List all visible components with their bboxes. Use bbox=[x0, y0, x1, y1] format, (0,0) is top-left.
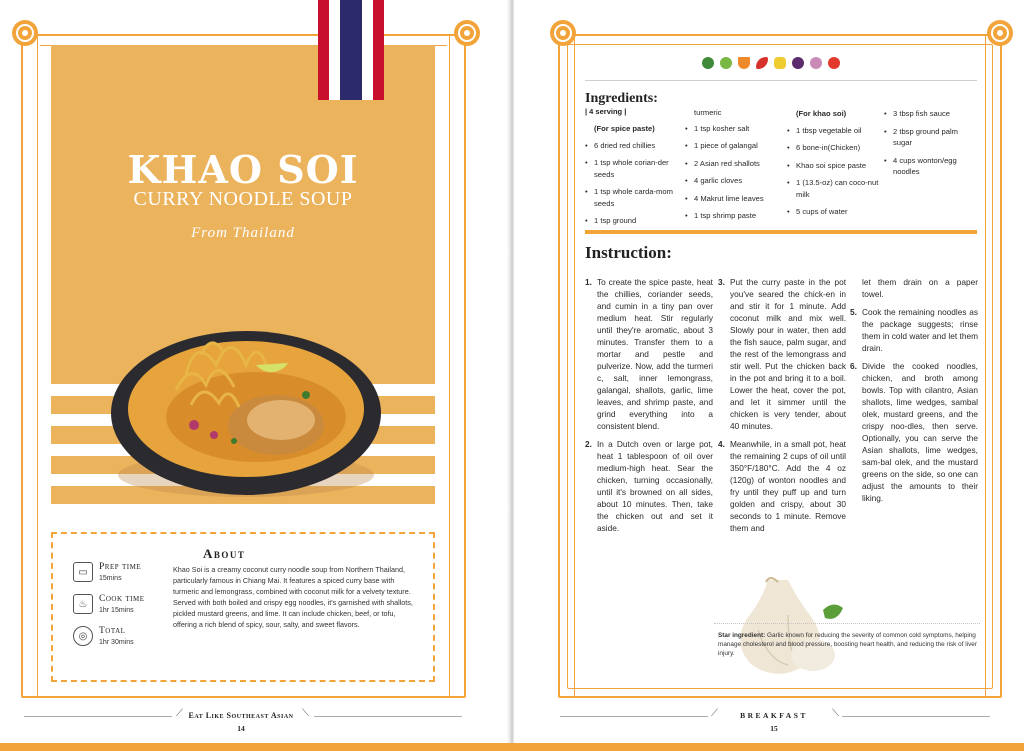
hero-panel bbox=[51, 45, 435, 523]
stove-pot-icon: ♨ bbox=[73, 594, 93, 614]
chili-icon bbox=[756, 57, 768, 69]
recipe-subtitle: CURRY NOODLE SOUP bbox=[133, 188, 353, 210]
step-number: 6. bbox=[850, 361, 857, 371]
instruction-step bbox=[718, 276, 846, 432]
bottom-color-band bbox=[0, 743, 1024, 751]
step-number: 1. bbox=[585, 277, 592, 287]
right-page bbox=[514, 0, 1024, 751]
step-text: Meanwhile, in a small pot, heat the remaining 2 cups of oil until 350°F/180°C. Add the 4 oz (120g) of wonton noodles and fry until they puff up and turn golden and crispy, about 30 seconds to 1 minute. Remove them and bbox=[730, 439, 846, 533]
ingredient-column-1 bbox=[585, 123, 683, 233]
step-number: 4. bbox=[718, 439, 725, 449]
corner-medallion-icon bbox=[12, 20, 38, 46]
star-ingredient-label: Star ingredient: bbox=[718, 632, 766, 639]
total-time-value: 1hr 30mins bbox=[99, 639, 134, 646]
instruction-heading: Instruction: bbox=[585, 243, 672, 262]
list-item: • 2 Asian red shallots bbox=[685, 158, 785, 170]
footer-section-title: BREAKFAST bbox=[740, 711, 808, 720]
total-time bbox=[73, 626, 173, 656]
cook-time bbox=[73, 594, 173, 624]
list-item: • 1 piece of galangal bbox=[685, 140, 785, 152]
total-time-label: Total bbox=[99, 626, 126, 636]
list-item: • 1 tsp shrimp paste bbox=[685, 210, 785, 222]
khao-soi-subheading: (For khao soi) bbox=[796, 109, 847, 118]
carrot-icon bbox=[738, 57, 750, 69]
instruction-step bbox=[718, 438, 846, 534]
plate-cutlery-icon: ◎ bbox=[73, 626, 93, 646]
garlic-image bbox=[728, 570, 848, 680]
about-heading: About bbox=[203, 546, 246, 561]
ingredient-column-3 bbox=[787, 108, 883, 224]
spice-paste-subheading: (For spice paste) bbox=[594, 124, 655, 133]
instruction-step bbox=[850, 360, 978, 504]
list-item: • 1 (13.5-oz) can coco-nut milk bbox=[787, 177, 883, 200]
corn-icon bbox=[774, 57, 786, 69]
list-item: • 2 tbsp ground palm sugar bbox=[884, 126, 976, 149]
serving-count: | 4 serving | bbox=[585, 107, 627, 116]
fork-icon: ⟍ bbox=[832, 708, 839, 719]
list-item: • 4 Makrut lime leaves bbox=[685, 193, 785, 205]
list-item: • 1 tsp whole corian-der seeds bbox=[585, 157, 683, 180]
step-text: Cook the remaining noodles as the package suggests; rinse them in cold water and let them drain. bbox=[862, 307, 978, 353]
about-text: Khao Soi is a creamy coconut curry noodle soup from Northern Thailand, particularly famous in Chiang Mai. It features a spiced curry base with turmeric and lemongrass, combined with coconut milk for a velvety texture. Served with both boiled and crispy egg noodles, it's garnished with shallots, pickled mustard greens, and lime. It can include chicken, beef, or tofu, offering a rich blend of spicy, sour, salty, and sweet flavors. bbox=[173, 565, 413, 629]
instruction-step bbox=[585, 438, 713, 534]
about-box bbox=[51, 532, 435, 682]
step-text: To create the spice paste, heat the chillies, coriander seeds, and cumin in a tiny pan over medium heat. Stir regularly until they're aromatic, about 3 minutes. Transfer them to a mortar and pestle and pulverize. Now, add the turmeri c, salt, inner lemongrass, galangal, shallots, garlic, lime leaves, and shrimp paste, and grind everything into a consistent blend. bbox=[597, 277, 713, 431]
instruction-column-3 bbox=[850, 276, 978, 510]
instruction-column-1 bbox=[585, 276, 713, 540]
list-item: • 4 cups wonton/egg noodles bbox=[884, 155, 976, 178]
section-divider bbox=[585, 230, 977, 234]
vegetable-icon-row bbox=[702, 57, 840, 69]
step-text: Put the curry paste in the pot you've seared the chick-en in and stir it for 1 minute. Add coconut milk and mix well. Slowly pour in water, then add the fish sauce, palm sugar, and the rest of the lemongrass and stir well. Put the chicken back in the pot and bring it to a boil. Lower the heat, cover the pot, and let it simmer until the chicken is very tender, about 40 minutes. bbox=[730, 277, 846, 431]
star-ingredient-text: Garlic known for reducing the severity of common cold symptoms, helping manage cholesterol and blood pressure, boosting heart health, and reducing the risk of liver injury. bbox=[718, 632, 977, 657]
corner-medallion-icon bbox=[987, 20, 1013, 46]
footer-rule bbox=[842, 716, 990, 717]
list-item: • 1 tbsp vegetable oil bbox=[787, 125, 883, 137]
list-item: • 5 cups of water bbox=[787, 206, 883, 218]
instruction-step bbox=[585, 276, 713, 432]
spoon-icon: ⟋ bbox=[176, 708, 183, 719]
knife-board-icon: ▭ bbox=[73, 562, 93, 582]
lettuce-icon bbox=[720, 57, 732, 69]
step-number: 2. bbox=[585, 439, 592, 449]
list-item: • 1 tsp whole carda-mom seeds bbox=[585, 186, 683, 209]
list-item: • 6 dried red chillies bbox=[585, 140, 683, 152]
spoon-icon: ⟋ bbox=[711, 708, 718, 719]
ingredient-column-2 bbox=[685, 107, 785, 228]
stripe bbox=[51, 504, 435, 523]
step-number: 3. bbox=[718, 277, 725, 287]
list-item: • 1 tsp ground bbox=[585, 215, 683, 227]
star-ingredient-note bbox=[718, 631, 980, 658]
star-ingredient-rule bbox=[714, 623, 980, 624]
cook-time-label: Cook time bbox=[99, 594, 145, 604]
list-item: • Khao soi spice paste bbox=[787, 160, 883, 172]
list-item: • 3 tbsp fish sauce bbox=[884, 108, 976, 120]
prep-time-label: Prep time bbox=[99, 562, 142, 572]
prep-time bbox=[73, 562, 173, 592]
instruction-column-2 bbox=[718, 276, 846, 540]
list-item-continued: turmeric bbox=[694, 108, 722, 117]
header-rule bbox=[585, 80, 977, 81]
step-text: In a Dutch oven or large pot, heat 1 tablespoon of oil over medium-high heat. Sear the chicken, turning occasionally, until it's browned on all sides, about 10 minutes. Then, take the chicken out and set it aside. bbox=[597, 439, 713, 533]
step-text-continued: let them drain on a paper towel. bbox=[862, 277, 978, 299]
step-number: 5. bbox=[850, 307, 857, 317]
thai-flag-icon bbox=[318, 0, 384, 100]
left-page bbox=[0, 0, 510, 751]
footer-rule bbox=[314, 716, 462, 717]
tomato-icon bbox=[828, 57, 840, 69]
khao-soi-bowl-image bbox=[106, 295, 386, 505]
cook-time-value: 1hr 15mins bbox=[99, 607, 134, 614]
footer-rule bbox=[24, 716, 172, 717]
list-item: • 6 bone-in(Chicken) bbox=[787, 142, 883, 154]
corner-medallion-icon bbox=[550, 20, 576, 46]
footer-rule bbox=[560, 716, 708, 717]
prep-time-value: 15mins bbox=[99, 575, 122, 582]
step-text: Divide the cooked noodles, chicken, and broth among bowls. Top with cilantro, Asian shallots, lime wedges, sambal olek, mustard greens, and the crispy noo-dles, then serve. Optionally, you can serve the Asian shallots, lime wedges, sam-bal olek, and the mustard greens on the side, so one can adjust the amounts to their liking. bbox=[862, 361, 978, 503]
onion-icon bbox=[810, 57, 822, 69]
recipe-title: KHAO SOI bbox=[127, 147, 359, 192]
ingredient-column-4 bbox=[884, 108, 976, 184]
page-number: 15 bbox=[770, 724, 778, 733]
eggplant-icon bbox=[792, 57, 804, 69]
list-item: • 4 garlic cloves bbox=[685, 175, 785, 187]
page-number: 14 bbox=[237, 724, 245, 733]
recipe-origin: From Thailand bbox=[191, 225, 295, 241]
corner-medallion-icon bbox=[454, 20, 480, 46]
fork-icon: ⟍ bbox=[302, 708, 309, 719]
instruction-step bbox=[850, 306, 978, 354]
list-item: • 1 tsp kosher salt bbox=[685, 123, 785, 135]
broccoli-icon bbox=[702, 57, 714, 69]
ingredients-heading: Ingredients: bbox=[585, 91, 658, 106]
footer-book-title: Eat Like Southeast Asian bbox=[188, 711, 294, 720]
